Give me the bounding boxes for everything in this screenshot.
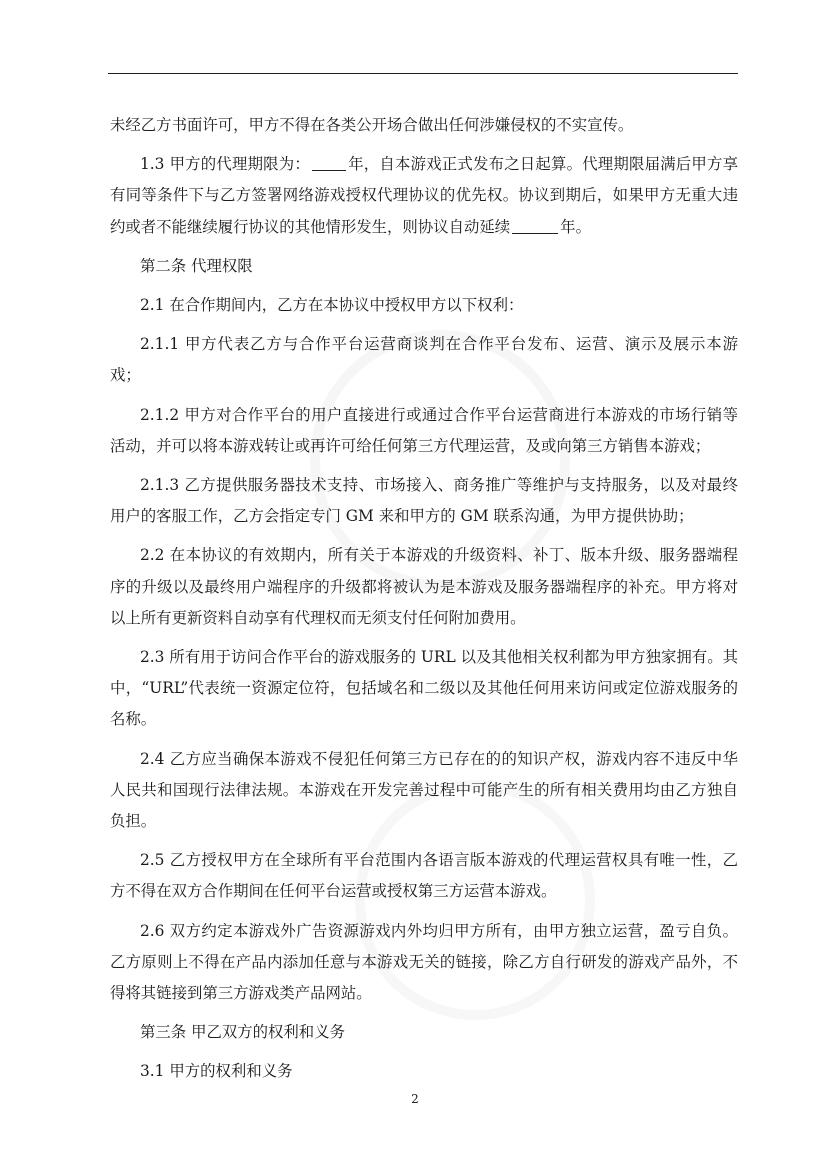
article-2-heading: 第二条 代理权限 (140, 256, 253, 275)
paragraph-2-1-3: 2.1.3 乙方提供服务器技术支持、市场接入、商务推广等维护与支持服务，以及对最终用户的客服工作，乙方会指定专门 GM 来和甲方的 GM 联系沟通，为甲方提供协助； (110, 476, 738, 526)
paragraph-1-3-part-a: 1.3 甲方的代理期限为： (140, 155, 310, 174)
blank-field-term-years (312, 155, 346, 171)
paragraph-2-5: 2.5 乙方授权甲方在全球所有平台范围内各语言版本游戏的代理运营权具有唯一性，乙方不得在双方合作期间在任何平台运营或授权第三方运营本游戏。 (110, 851, 738, 901)
paragraph-3-1: 3.1 甲方的权利和义务 (140, 1062, 293, 1081)
paragraph-2-2: 2.2 在本协议的有效期内，所有关于本游戏的升级资料、补丁、版本升级、服务器端程序的升级以及最终用户端程序的升级都将被认为是本游戏及服务器端程序的补充。甲方将对以上所有更新资料自动享有代理权而无须支付任何附加费用。 (110, 546, 738, 627)
page-number: 2 (411, 1092, 419, 1106)
blank-field-extension-years (512, 217, 558, 233)
paragraph-1-3-part-c: 年。 (560, 217, 591, 236)
document-body (110, 110, 738, 1096)
header-rule (108, 73, 738, 74)
paragraph-continuation: 未经乙方书面许可，甲方不得在各类公开场合做出任何涉嫌侵权的不实宣传。 (110, 116, 634, 134)
paragraph-2-4: 2.4 乙方应当确保本游戏不侵犯任何第三方已存在的的知识产权，游戏内容不违反中华人民共和国现行法律法规。本游戏在开发完善过程中可能产生的所有相关费用均由乙方独自负担。 (110, 749, 738, 831)
paragraph-2-1-1: 2.1.1 甲方代表乙方与合作平台运营商谈判在合作平台发布、运营、演示及展示本游戏； (110, 335, 738, 385)
paragraph-1-3 (110, 149, 738, 243)
paragraph-2-1-2: 2.1.2 甲方对合作平台的用户直接进行或通过合作平台运营商进行本游戏的市场行销等活动，并可以将本游戏转让或再许可给任何第三方代理运营，及或向第三方销售本游戏； (110, 405, 738, 455)
paragraph-2-6: 2.6 双方约定本游戏外广告资源游戏内外均归甲方所有，由甲方独立运营，盈亏自负。乙方原则上不得在产品内添加任意与本游戏无关的链接，除乙方自行研发的游戏产品外，不得将其链接到第三方游戏类产品网站。 (110, 921, 738, 1003)
article-3-heading: 第三条 甲乙双方的权利和义务 (140, 1023, 345, 1042)
paragraph-2-3: 2.3 所有用于访问合作平台的游戏服务的 URL 以及其他相关权利都为甲方独家拥有。其中，“URL”代表统一资源定位符，包括域名和二级以及其他任何用来访问或定位游戏服务的名称。 (110, 648, 738, 729)
paragraph-2-1: 2.1 在合作期间内，乙方在本协议中授权甲方以下权利： (140, 296, 524, 315)
paragraph-1-3-part-b: 年，自本游戏正式发布之日起算。代理期限届满后甲方享有同等条件下与乙方签署网络游戏授权代理协议的优先权。协议到期后，如果甲方无重大违约或者不能继续履行协议的其他情形发生，则协议自动延续 (110, 155, 738, 236)
